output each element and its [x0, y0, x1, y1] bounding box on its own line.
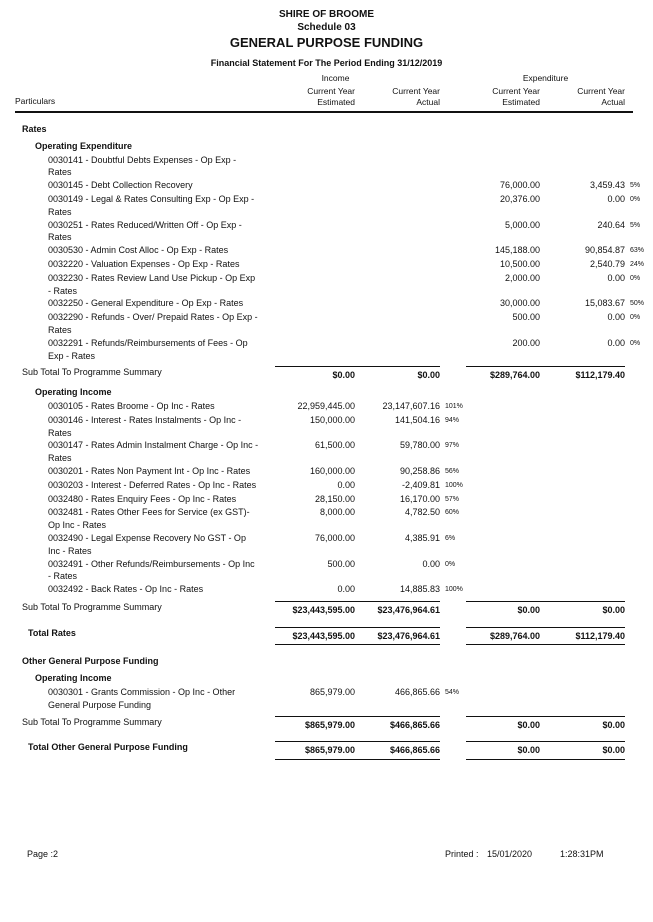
expenditure-actual-column-header	[540, 84, 625, 108]
subtotal-row	[15, 716, 653, 732]
account-row	[15, 465, 653, 479]
income-estimated-value: 0.00	[337, 584, 355, 595]
column-header-line: Actual	[601, 97, 625, 107]
expenditure-estimated-value: 10,500.00	[499, 258, 540, 269]
account-cell	[15, 479, 275, 492]
expenditure-actual-value: 2,540.79	[589, 258, 625, 269]
spacer	[440, 84, 466, 108]
account-name: 0030530 - Admin Cost Alloc - Op Exp - Rates	[48, 245, 229, 256]
expenditure-percent: 50%	[630, 300, 645, 308]
account-row	[15, 439, 653, 465]
column-header-line: Estimated	[502, 97, 540, 107]
account-cell	[15, 400, 275, 413]
expenditure-percent	[625, 558, 651, 559]
income-estimated-value: 500.00	[327, 558, 355, 569]
account-cell	[15, 532, 275, 558]
income-actual-value: 466,865.66	[394, 687, 440, 698]
income-percent: 94%	[445, 416, 460, 424]
account-row	[15, 686, 653, 712]
organisation-name: SHIRE OF BROOME	[278, 9, 374, 20]
group-title: Operating Income	[35, 387, 112, 398]
expenditure-percent	[625, 414, 651, 415]
income-percent: 0%	[445, 560, 456, 568]
expenditure-estimated-value: $0.00	[466, 601, 540, 617]
income-actual-value: 141,504.16	[394, 414, 440, 425]
account-name: 0030105 - Rates Broome - Op Inc - Rates	[48, 400, 215, 411]
expenditure-percent	[625, 400, 651, 401]
expenditure-actual-value: 0.00	[607, 312, 625, 323]
account-name: 0032290 - Refunds - Over/ Prepaid Rates - Op Exp - Rates	[48, 312, 258, 335]
account-row	[15, 414, 653, 440]
expenditure-estimated-value: $0.00	[466, 741, 540, 760]
expenditure-estimated-value: $0.00	[466, 716, 540, 732]
income-percent	[440, 272, 466, 273]
subtotal-label: Sub Total To Programme Summary	[22, 367, 162, 378]
statement-subtitle: Financial Statement For The Period Ending 31/12/2019	[210, 58, 443, 68]
expenditure-percent: 0%	[630, 195, 641, 203]
account-row	[15, 258, 653, 272]
income-estimated-value: 22,959,445.00	[297, 400, 355, 411]
expenditure-percent	[625, 627, 651, 629]
account-cell	[15, 337, 275, 363]
income-group-header: Income	[321, 73, 350, 83]
account-cell	[15, 414, 275, 440]
column-header-line: Current Year	[392, 86, 440, 96]
account-cell	[15, 311, 275, 337]
expenditure-estimated-value: 30,000.00	[499, 298, 540, 309]
schedule-number: Schedule 03	[297, 22, 356, 33]
income-actual-value: 0.00	[422, 558, 440, 569]
account-cell	[15, 179, 275, 192]
expenditure-percent: 0%	[630, 339, 641, 347]
account-cell	[15, 558, 275, 584]
group-title: Operating Expenditure	[35, 140, 133, 151]
income-percent: 97%	[445, 442, 460, 450]
income-actual-value: 90,258.86	[399, 465, 440, 476]
expenditure-percent: 24%	[630, 260, 645, 268]
income-actual-value: $0.00	[355, 366, 440, 382]
account-name: 0030201 - Rates Non Payment Int - Op Inc - Rates	[48, 465, 251, 476]
account-row	[15, 506, 653, 532]
total-label: Total Other General Purpose Funding	[28, 742, 188, 753]
account-name: 0030251 - Rates Reduced/Written Off - Op Exp - Rates	[48, 219, 242, 243]
expenditure-percent	[625, 716, 651, 718]
income-percent: 54%	[445, 689, 460, 697]
expenditure-estimated-value: $289,764.00	[466, 366, 540, 382]
expenditure-percent	[625, 601, 651, 603]
income-estimated-value: 76,000.00	[314, 532, 355, 543]
account-name: 0032230 - Rates Review Land Use Pickup - Op Exp - Rates	[48, 272, 256, 296]
expenditure-estimated-value: 500.00	[512, 312, 540, 323]
account-name: 0032490 - Legal Expense Recovery No GST - Op Inc - Rates	[48, 532, 246, 556]
income-percent	[440, 311, 466, 312]
income-actual-value: 16,170.00	[399, 493, 440, 504]
account-name: 0030301 - Grants Commission - Op Inc - Other General Purpose Funding	[48, 687, 236, 710]
expenditure-estimated-value: 200.00	[512, 337, 540, 348]
section-title: Rates	[22, 124, 47, 134]
page-footer	[0, 848, 653, 868]
income-estimated-column-header	[275, 84, 355, 108]
expenditure-percent: 5%	[630, 182, 641, 190]
account-name: 0032291 - Refunds/Reimbursements of Fees - Op Exp - Rates	[48, 337, 248, 361]
account-row	[15, 297, 653, 311]
account-cell	[15, 219, 275, 245]
income-percent	[440, 258, 466, 259]
account-row	[15, 272, 653, 298]
account-name: 0032220 - Valuation Expenses - Op Exp - Rates	[48, 258, 240, 269]
statement-table-body	[15, 123, 653, 760]
income-percent	[440, 337, 466, 338]
income-actual-value: 4,385.91	[404, 532, 440, 543]
account-cell	[15, 258, 275, 271]
expenditure-actual-value: 0.00	[607, 272, 625, 283]
printed-time: 1:28:31PM	[560, 849, 604, 859]
income-percent	[440, 601, 466, 603]
account-row	[15, 311, 653, 337]
page-number: Page :2	[27, 849, 59, 859]
income-percent	[440, 741, 466, 743]
particulars-column-header: Particulars	[15, 96, 56, 106]
income-actual-column-header	[355, 84, 440, 108]
expenditure-percent	[625, 366, 651, 368]
income-actual-value: $23,476,964.61	[355, 601, 440, 617]
expenditure-estimated-value: 5,000.00	[504, 219, 540, 230]
page-title: GENERAL PURPOSE FUNDING	[229, 35, 424, 50]
account-row	[15, 193, 653, 219]
expenditure-percent	[625, 741, 651, 743]
account-name: 0030141 - Doubtful Debts Expenses - Op Exp - Rates	[48, 154, 237, 178]
account-name: 0030145 - Debt Collection Recovery	[48, 180, 193, 191]
column-header-line: Current Year	[492, 86, 540, 96]
column-header-line: Current Year	[307, 86, 355, 96]
account-cell	[15, 244, 275, 257]
income-actual-value: 59,780.00	[399, 440, 440, 451]
expenditure-percent: 0%	[630, 274, 641, 282]
income-percent: 101%	[445, 402, 463, 410]
printed-date: 15/01/2020	[487, 849, 533, 859]
expenditure-estimated-value: 145,188.00	[494, 245, 540, 256]
account-row	[15, 558, 653, 584]
account-row	[15, 179, 653, 193]
account-name: 0032250 - General Expenditure - Op Exp - Rates	[48, 298, 244, 309]
expenditure-group-header: Expenditure	[522, 73, 569, 83]
account-name: 0032481 - Rates Other Fees for Service (ex GST)- Op Inc - Rates	[48, 507, 250, 531]
account-cell	[15, 154, 275, 180]
income-percent: 100%	[445, 586, 463, 594]
expenditure-actual-value: $0.00	[540, 716, 625, 732]
income-percent: 60%	[445, 509, 460, 517]
subtotal-row	[15, 366, 653, 382]
income-percent: 6%	[445, 534, 456, 542]
income-percent	[440, 366, 466, 368]
income-percent	[440, 154, 466, 155]
income-actual-value: 23,147,607.16	[382, 400, 440, 411]
subtotal-row	[15, 601, 653, 617]
account-name: 0032492 - Back Rates - Op Inc - Rates	[48, 584, 204, 595]
income-percent	[440, 193, 466, 194]
income-estimated-value: $23,443,595.00	[275, 627, 355, 646]
expenditure-estimated-value: 2,000.00	[504, 272, 540, 283]
account-row	[15, 479, 653, 493]
section-title: Other General Purpose Funding	[22, 656, 159, 667]
spacer	[15, 73, 275, 84]
expenditure-actual-value: $112,179.40	[540, 366, 625, 382]
income-percent	[440, 244, 466, 245]
expenditure-estimated-column-header	[466, 84, 540, 108]
income-estimated-value: 28,150.00	[314, 493, 355, 504]
account-name: 0032480 - Rates Enquiry Fees - Op Inc - Rates	[48, 493, 237, 504]
spacer	[440, 73, 466, 84]
expenditure-percent	[625, 154, 651, 155]
income-percent	[440, 716, 466, 718]
income-actual-value: -2,409.81	[401, 479, 440, 490]
income-estimated-value: 0.00	[337, 479, 355, 490]
income-percent: 57%	[445, 495, 460, 503]
total-row	[15, 741, 653, 760]
expenditure-actual-value: 240.64	[597, 219, 625, 230]
income-estimated-value: 150,000.00	[309, 414, 355, 425]
expenditure-percent: 0%	[630, 314, 641, 322]
income-estimated-value: $865,979.00	[275, 741, 355, 760]
income-estimated-value: 8,000.00	[319, 507, 355, 518]
account-cell	[15, 272, 275, 298]
expenditure-percent	[625, 686, 651, 687]
account-row	[15, 337, 653, 363]
income-actual-value: $466,865.66	[355, 741, 440, 760]
expenditure-percent	[625, 506, 651, 507]
spacer	[625, 84, 651, 108]
expenditure-actual-value: 15,083.67	[584, 298, 625, 309]
expenditure-percent: 63%	[630, 247, 645, 255]
account-row	[15, 493, 653, 507]
expenditure-actual-value: $0.00	[540, 601, 625, 617]
account-cell	[15, 493, 275, 506]
subtotal-label: Sub Total To Programme Summary	[22, 716, 162, 727]
account-row	[15, 532, 653, 558]
income-estimated-value: 160,000.00	[309, 465, 355, 476]
account-name: 0030203 - Interest - Deferred Rates - Op Inc - Rates	[48, 479, 257, 490]
expenditure-percent	[625, 493, 651, 494]
income-actual-value: 14,885.83	[399, 584, 440, 595]
expenditure-actual-value: 3,459.43	[589, 180, 625, 191]
income-actual-value: $23,476,964.61	[355, 627, 440, 646]
account-row	[15, 583, 653, 597]
income-actual-value: $466,865.66	[355, 716, 440, 732]
total-label: Total Rates	[28, 627, 76, 638]
account-row	[15, 244, 653, 258]
expenditure-actual-value: $112,179.40	[540, 627, 625, 646]
column-header-line: Actual	[416, 97, 440, 107]
printed-label: Printed :	[445, 849, 479, 859]
spacer	[625, 73, 651, 84]
income-estimated-value: 865,979.00	[309, 687, 355, 698]
expenditure-percent	[625, 583, 651, 584]
table-column-headers	[15, 73, 653, 108]
column-header-line: Estimated	[317, 97, 355, 107]
expenditure-percent	[625, 465, 651, 466]
subtotal-label: Sub Total To Programme Summary	[22, 601, 162, 612]
expenditure-percent	[625, 479, 651, 480]
expenditure-estimated-value: 20,376.00	[499, 193, 540, 204]
income-estimated-value: $23,443,595.00	[275, 601, 355, 617]
income-percent	[440, 297, 466, 298]
account-cell	[15, 686, 275, 712]
account-cell	[15, 465, 275, 478]
income-percent: 100%	[445, 481, 463, 489]
expenditure-percent	[625, 532, 651, 533]
column-header-line: Current Year	[577, 86, 625, 96]
income-percent	[440, 219, 466, 220]
expenditure-actual-value: 0.00	[607, 337, 625, 348]
total-row	[15, 627, 653, 646]
income-estimated-value: 61,500.00	[314, 440, 355, 451]
account-row	[15, 154, 653, 180]
expenditure-estimated-value: 76,000.00	[499, 180, 540, 191]
account-cell	[15, 506, 275, 532]
income-estimated-value: $865,979.00	[275, 716, 355, 732]
income-percent	[440, 179, 466, 180]
header-rule	[15, 111, 633, 113]
account-name: 0030149 - Legal & Rates Consulting Exp - Op Exp - Rates	[48, 193, 255, 217]
account-name: 0030146 - Interest - Rates Instalments - Op Inc - Rates	[48, 414, 242, 438]
group-title: Operating Income	[35, 673, 112, 684]
income-percent	[440, 627, 466, 629]
account-cell	[15, 439, 275, 465]
expenditure-estimated-value: $289,764.00	[466, 627, 540, 646]
income-actual-value: 4,782.50	[404, 507, 440, 518]
income-estimated-value: $0.00	[275, 366, 355, 382]
account-name: 0030147 - Rates Admin Instalment Charge - Op Inc - Rates	[48, 440, 259, 464]
expenditure-actual-value: $0.00	[540, 741, 625, 760]
expenditure-percent	[625, 439, 651, 440]
account-cell	[15, 193, 275, 219]
account-cell	[15, 583, 275, 596]
account-cell	[15, 297, 275, 310]
account-row	[15, 219, 653, 245]
account-name: 0032491 - Other Refunds/Reimbursements - Op Inc - Rates	[48, 558, 255, 582]
expenditure-actual-value: 0.00	[607, 193, 625, 204]
account-row	[15, 400, 653, 414]
income-percent: 56%	[445, 467, 460, 475]
expenditure-actual-value: 90,854.87	[584, 245, 625, 256]
expenditure-percent: 5%	[630, 221, 641, 229]
